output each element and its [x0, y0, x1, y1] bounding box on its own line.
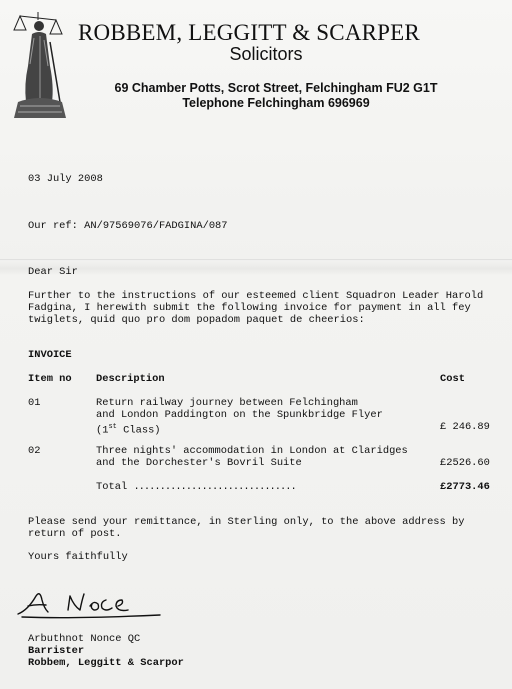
- item-description-line: and London Paddington on the Spunkbridge Flyer: [96, 409, 383, 421]
- handwritten-signature: [14, 586, 164, 620]
- column-header-item: Item no: [28, 373, 72, 385]
- item-number: 02: [28, 445, 41, 457]
- firm-name: ROBBEM, LEGGITT & SCARPER: [78, 20, 420, 45]
- column-header-description: Description: [96, 373, 165, 385]
- class-suffix: Class): [116, 424, 161, 437]
- reference: Our ref: AN/97569076/FADGINA/087: [28, 220, 228, 232]
- total-value: £2773.46: [440, 481, 490, 493]
- item-cost: £ 246.89: [440, 421, 490, 433]
- class-superscript: st: [108, 423, 117, 431]
- intro-line: Fadgina, I herewith submit the following invoice for payment in all fey: [28, 302, 471, 314]
- firm-subtitle: Solicitors: [229, 44, 303, 64]
- intro-line: twiglets, quid quo pro dom popadom paquet de cheerios:: [28, 314, 365, 326]
- item-description-line: and the Dorchester's Bovril Suite: [96, 457, 302, 469]
- firm-address: 69 Chamber Potts, Scrot Street, Felchingham FU2 G1T: [114, 81, 438, 95]
- sign-off: Yours faithfully: [28, 551, 128, 563]
- invoice-heading: INVOICE: [28, 349, 72, 361]
- letter-date: 03 July 2008: [28, 173, 103, 185]
- total-dots: ...............................: [133, 481, 296, 493]
- item-number: 01: [28, 397, 41, 409]
- signatory-firm: Robbem, Leggitt & Scarpor: [28, 657, 184, 669]
- signatory-name: Arbuthnot Nonce QC: [28, 633, 141, 645]
- item-description-line: Three nights' accommodation in London at Claridges: [96, 445, 408, 457]
- column-header-cost: Cost: [440, 373, 465, 385]
- item-description-line: Return railway journey between Felchingham: [96, 397, 358, 409]
- item-description-line: [96, 421, 161, 436]
- total-label: [96, 481, 296, 493]
- closing-line: return of post.: [28, 528, 122, 540]
- item-cost: £2526.60: [440, 457, 490, 469]
- closing-line: Please send your remittance, in Sterling only, to the above address by: [28, 516, 465, 528]
- intro-line: Further to the instructions of our esteemed client Squadron Leader Harold: [28, 290, 484, 302]
- paper-fold: [0, 259, 512, 261]
- firm-telephone: Telephone Felchingham 696969: [182, 96, 370, 110]
- class-prefix: (1: [96, 424, 109, 437]
- salutation: Dear Sir: [28, 266, 78, 278]
- signatory-title: Barrister: [28, 645, 85, 657]
- total-label-text: Total: [96, 481, 128, 493]
